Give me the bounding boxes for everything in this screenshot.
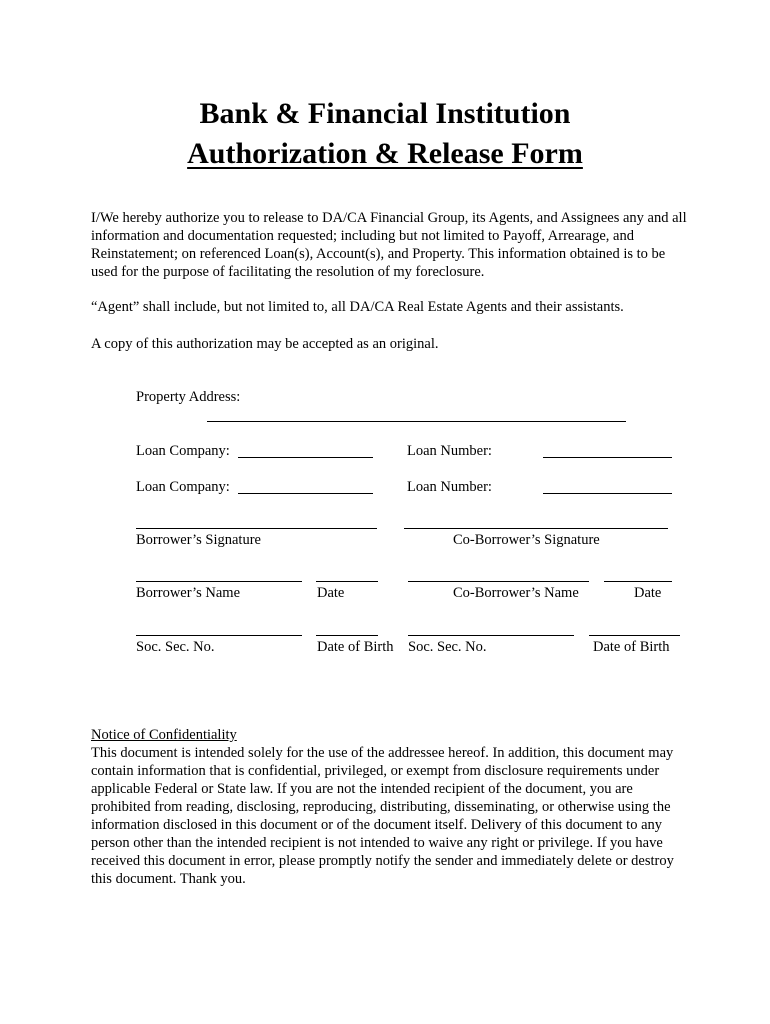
- borrower-dob-line[interactable]: [316, 635, 378, 636]
- loan-number-label-2: Loan Number:: [407, 479, 492, 495]
- loan-company-line-1[interactable]: [238, 457, 373, 458]
- agent-definition-paragraph: “Agent” shall include, but not limited to, all DA/CA Real Estate Agents and their assistants.: [91, 299, 624, 315]
- coborrower-signature-label: Co-Borrower’s Signature: [453, 532, 600, 548]
- loan-company-label-2: Loan Company:: [136, 479, 230, 495]
- notice-body: This document is intended solely for the use of the addressee hereof. In addition, this document may contain information that is confidential, privileged, or exempt from disclosure requirements under applicable Federal or State law. If you are not the intended recipient of the document, you are prohibited from reading, disclosing, reproducing, distributing, disseminating, or otherwise using the information disclosed in this document or of the document itself. Delivery of this document to any person other than the intended recipient is not intended to waive any right or privilege. If you have received this document in error, please promptly notify the sender and immediately delete or destroy this document. Thank you.: [91, 745, 674, 887]
- borrower-signature-line[interactable]: [136, 528, 377, 529]
- coborrower-date-line[interactable]: [604, 581, 672, 582]
- borrower-name-line[interactable]: [136, 581, 302, 582]
- borrower-name-label: Borrower’s Name: [136, 585, 241, 601]
- borrower-ssn-label: Soc. Sec. No.: [136, 639, 215, 655]
- borrower-date-line[interactable]: [316, 581, 378, 582]
- form-title-line2: [0, 136, 770, 172]
- property-address-label: Property Address:: [136, 389, 241, 405]
- borrower-date-label: Date: [317, 585, 345, 601]
- property-address-line[interactable]: [207, 421, 626, 422]
- borrower-ssn-line[interactable]: [136, 635, 302, 636]
- borrower-dob-label: Date of Birth: [317, 639, 394, 655]
- coborrower-dob-label: Date of Birth: [593, 639, 670, 655]
- form-title-line1: Bank & Financial Institution: [199, 97, 571, 130]
- coborrower-ssn-label: Soc. Sec. No.: [408, 639, 487, 655]
- form-title-underlined: Authorization & Release Form: [187, 137, 583, 170]
- loan-number-line-1[interactable]: [543, 457, 672, 458]
- notice-heading: Notice of Confidentiality: [91, 727, 237, 743]
- borrower-signature-label: Borrower’s Signature: [136, 532, 261, 548]
- coborrower-date-label: Date: [634, 585, 662, 601]
- coborrower-name-line[interactable]: [408, 581, 589, 582]
- coborrower-signature-line[interactable]: [404, 528, 668, 529]
- copy-validity-paragraph: A copy of this authorization may be accepted as an original.: [91, 336, 439, 352]
- loan-number-line-2[interactable]: [543, 493, 672, 494]
- coborrower-dob-line[interactable]: [589, 635, 680, 636]
- coborrower-name-label: Co-Borrower’s Name: [453, 585, 579, 601]
- authorization-paragraph: I/We hereby authorize you to release to DA/CA Financial Group, its Agents, and Assignees any and all information and documentation requested; including but not limited to Payoff, Arrearage, and Reinstatement; on referenced Loan(s), Account(s), and Property. This information obtained is to be used for the purpose of facilitating the resolution of my foreclosure.: [91, 210, 687, 280]
- loan-company-label-1: Loan Company:: [136, 443, 230, 459]
- loan-number-label-1: Loan Number:: [407, 443, 492, 459]
- coborrower-ssn-line[interactable]: [408, 635, 574, 636]
- loan-company-line-2[interactable]: [238, 493, 373, 494]
